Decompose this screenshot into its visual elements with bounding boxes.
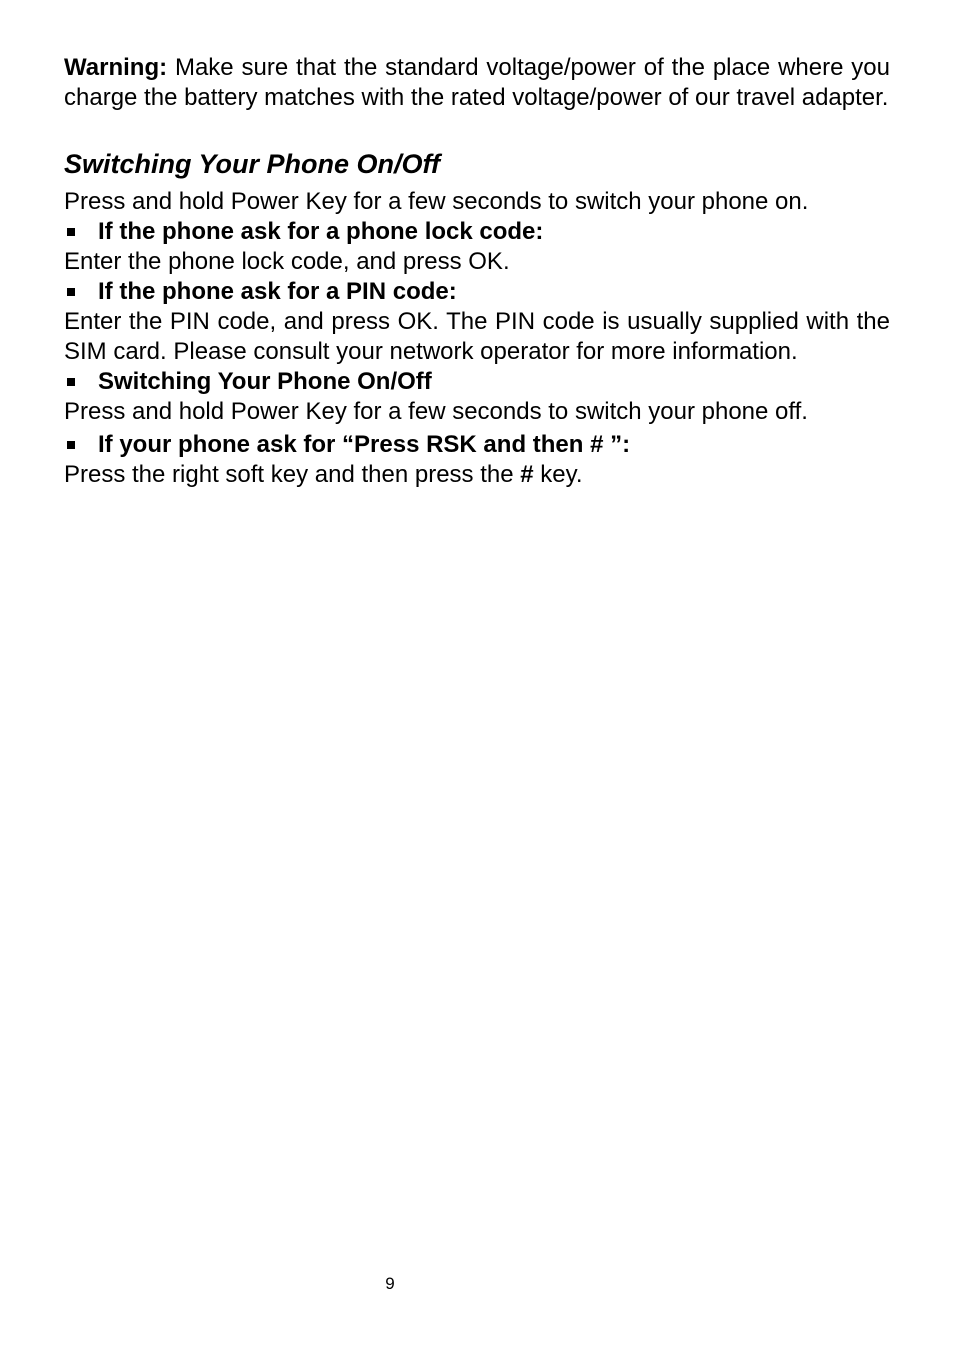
hash-key: # xyxy=(520,461,534,488)
switch-off-text: Press and hold Power Key for a few seconds to switch your phone off. xyxy=(64,398,808,425)
warning-text: Make sure that the standard voltage/power of the place where you charge the battery matches with the rated voltage/power of our travel adapter. xyxy=(64,54,890,111)
warning-label: Warning: xyxy=(64,54,168,81)
square-bullet-icon xyxy=(67,378,75,386)
section-title: Switching Your Phone On/Off xyxy=(64,149,441,179)
lock-code-text: Enter the phone lock code, and press OK. xyxy=(64,248,510,275)
square-bullet-icon xyxy=(67,441,75,449)
intro-text: Press and hold Power Key for a few seconds to switch your phone on. xyxy=(64,188,809,215)
bullet-heading-switch-off: Switching Your Phone On/Off xyxy=(64,367,890,397)
bullet-heading-rsk: If your phone ask for “Press RSK and then # ”: xyxy=(64,430,890,460)
document-page xyxy=(64,53,890,490)
warning-paragraph xyxy=(64,53,890,113)
square-bullet-icon xyxy=(67,288,75,296)
pin-code-text: Enter the PIN code, and press OK. The PIN code is usually supplied with the SIM card. Please consult your network operator for more information. xyxy=(64,308,890,365)
square-bullet-icon xyxy=(67,228,75,236)
page-number: 9 xyxy=(385,1274,395,1293)
bullet-heading-lock-code: If the phone ask for a phone lock code: xyxy=(64,217,890,247)
rsk-text: Press the right soft key and then press the # key. xyxy=(64,461,583,488)
bullet-heading-pin-code: If the phone ask for a PIN code: xyxy=(64,277,890,307)
